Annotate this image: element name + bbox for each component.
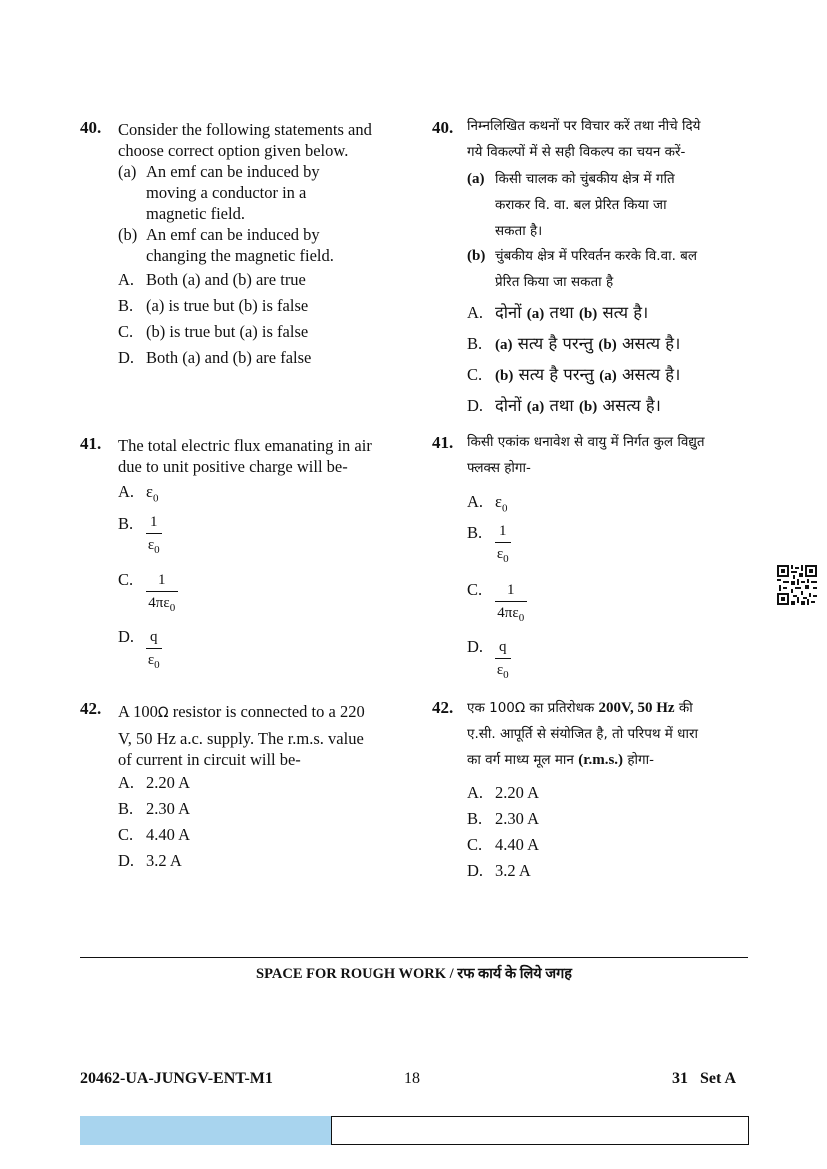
q42-number-hi: 42. [432,698,454,717]
option-label: A. [467,492,484,511]
q42-en-stem-line: V, 50 Hz a.c. supply. The r.m.s. value [118,729,364,748]
fraction-q-over-eps0: q $\varepsilon_0$ [496,639,509,681]
option-label: D. [467,637,484,656]
q40-hi-option-d[interactable]: D. दोनों (a) तथा (b) असत्य है। [467,393,661,420]
option-text: (a) is true but (b) is false [146,296,309,315]
q41-number-hi: 41. [432,433,454,452]
option-text: 4.40 A [495,835,540,854]
q40-hi-stem-line: निम्नलिखित कथनों पर विचार करें तथा नीचे दिये [467,118,701,134]
q42-en-stem-line: A 100Ω resistor is connected to a 220 [118,702,365,721]
option-text: 2.30 A [495,809,540,828]
q41-hi-option-b[interactable] [467,523,495,543]
rough-work-divider [80,957,748,958]
q42-en-option-d[interactable] [118,851,182,871]
option-label: A. [118,482,135,501]
q40-en-stmt-a [118,161,320,224]
stmt-line: कराकर वि. वा. बल प्रेरित किया जा [495,197,667,213]
q41-en-option-a[interactable] [118,482,158,504]
option-label: A. [467,303,484,322]
q42-hi-stem-line: का वर्ग माध्य मूल मान (r.m.s.) होगा- [467,752,654,768]
option-label: B. [118,296,134,315]
rough-work-label: SPACE FOR ROUGH WORK / रफ कार्य के लिये जगह [256,966,572,982]
q42-hi-option-d[interactable] [467,861,531,881]
q40-en-stem [118,119,372,161]
q41-hi-option-c[interactable] [467,580,495,600]
option-label: B. [467,809,483,828]
option-text: 3.2 A [146,851,182,870]
q40-number: 40. [80,118,102,137]
epsilon-zero: $\varepsilon_0$ [146,482,159,505]
q40-hi-stmt-a [467,166,675,244]
q42-hi-stem-line: एक 100Ω का प्रतिरोधक 200V, 50 Hz की [467,700,693,716]
q41-en-stem-line: due to unit positive charge will be- [118,457,348,476]
stmt-line: किसी चालक को चुंबकीय क्षेत्र में गति [495,171,675,187]
option-label: D. [118,851,135,870]
stmt-label: (a) [118,162,137,181]
option-label: B. [118,799,134,818]
q42-hi-stem-line: ए.सी. आपूर्ति से संयोजित है, तो परिपथ में धारा [467,726,698,742]
option-label: A. [467,783,484,802]
option-text: (b) is true but (a) is false [146,322,309,341]
set-label: 31 Set A [672,1070,736,1087]
fraction-1-over-eps0: 1 $\varepsilon_0$ [496,523,509,565]
stmt-line: प्रेरित किया जा सकता है [495,274,614,290]
q40-en-stmt-b [118,224,334,266]
option-label: A. [118,270,135,289]
q41-hi-option-a[interactable] [467,492,507,514]
q42-en-option-a[interactable] [118,773,190,793]
stmt-line: चुंबकीय क्षेत्र में परिवर्तन करके वि.वा. बल [495,248,698,264]
paper-code: 20462-UA-JUNGV-ENT-M1 [80,1070,273,1087]
option-text: 4.40 A [146,825,191,844]
q40-en-option-c[interactable] [118,322,308,342]
option-label: A. [118,773,135,792]
page-number: 18 [404,1070,420,1087]
q41-number: 41. [80,434,102,453]
option-label: D. [467,396,484,415]
stmt-line: magnetic field. [146,204,245,223]
fraction-1-over-4pi-eps0: 1 $4\pi\varepsilon_0$ [146,572,178,614]
q41-en-option-c[interactable] [118,570,146,590]
option-label: B. [118,514,134,533]
q40-hi-option-b[interactable]: B. (a) सत्य है परन्तु (b) असत्य है। [467,331,680,358]
option-label: C. [118,322,134,341]
q41-en-option-b[interactable] [118,514,146,534]
q40-en-option-b[interactable] [118,296,308,316]
q40-en-stem-line: choose correct option given below. [118,141,349,160]
q40-hi-stmt-b [467,243,697,295]
q40-en-stem-line: Consider the following statements and [118,120,372,139]
q41-hi-stem-line: किसी एकांक धनावेश से वायु में निर्गत कुल विद्युत [467,434,705,450]
footer-answer-box [331,1116,749,1145]
option-label: B. [467,523,483,542]
q42-en-stem-line: of current in circuit will be- [118,750,301,769]
option-text: 2.20 A [146,773,191,792]
option-label: C. [467,580,483,599]
option-label: D. [118,348,135,367]
q40-en-option-d[interactable] [118,348,311,368]
fraction-1-over-4pi-eps0: 1 $4\pi\varepsilon_0$ [495,582,527,624]
epsilon-zero: $\varepsilon_0$ [495,492,508,515]
fraction-q-over-eps0: q $\varepsilon_0$ [147,629,160,671]
stmt-line: An emf can be induced by [146,162,320,181]
stmt-line: सकता है। [495,223,543,239]
q42-hi-option-a[interactable] [467,783,539,803]
q40-hi-stem-line: गये विकल्पों में से सही विकल्प का चयन करें- [467,144,686,160]
stmt-line: moving a conductor in a [146,183,307,202]
q42-hi-stem [467,695,698,773]
q40-hi-stem [467,113,700,165]
stmt-label: (b) [467,248,486,264]
q42-en-stem [118,701,365,770]
q42-en-option-b[interactable] [118,799,190,819]
stmt-line: changing the magnetic field. [146,246,334,265]
q40-hi-option-c[interactable]: C. (b) सत्य है परन्तु (a) असत्य है। [467,362,680,389]
q41-en-stem [118,435,372,477]
option-label: B. [467,334,483,353]
q41-hi-stem [467,429,705,481]
option-label: C. [118,825,134,844]
option-label: C. [118,570,134,589]
option-text: Both (a) and (b) are false [146,348,312,367]
option-label: D. [467,861,484,880]
q42-hi-option-c[interactable] [467,835,539,855]
option-label: C. [467,835,483,854]
option-label: D. [118,627,135,646]
fraction-1-over-eps0: 1 $\varepsilon_0$ [147,514,160,556]
q40-en-option-a[interactable] [118,270,306,290]
q40-number-hi: 40. [432,118,454,137]
q41-en-stem-line: The total electric flux emanating in air [118,436,372,455]
stmt-label: (a) [467,171,485,187]
q41-hi-option-d[interactable] [467,637,495,657]
q40-hi-option-a[interactable]: A. दोनों (a) तथा (b) सत्य है। [467,300,648,327]
q42-en-option-c[interactable] [118,825,190,845]
option-text: 2.20 A [495,783,540,802]
q41-en-option-d[interactable] [118,627,146,647]
q41-hi-stem-line: फ्लक्स होगा- [467,460,531,476]
option-text: Both (a) and (b) are true [146,270,306,289]
option-label: C. [467,365,483,384]
q42-hi-option-b[interactable] [467,809,539,829]
stmt-label: (b) [118,225,138,244]
option-text: 3.2 A [495,861,531,880]
option-text: 2.30 A [146,799,191,818]
stmt-line: An emf can be induced by [146,225,320,244]
q42-number: 42. [80,699,102,718]
footer-color-bar [80,1116,331,1145]
qr-code-icon [777,565,817,605]
